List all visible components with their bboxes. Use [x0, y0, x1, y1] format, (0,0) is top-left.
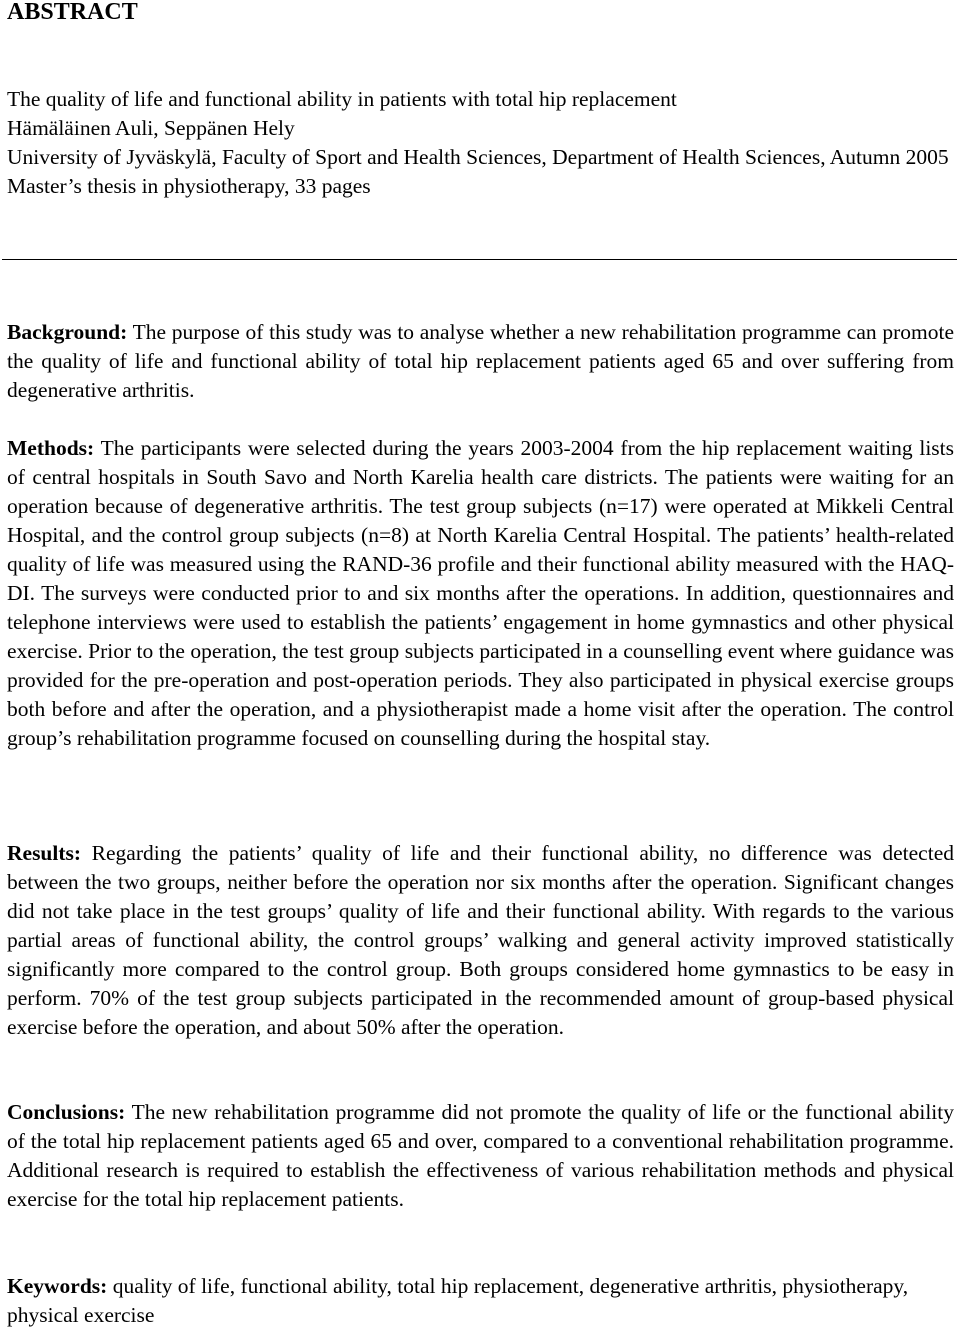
background-label: Background:: [7, 320, 128, 344]
methods-text: The participants were selected during the years 2003-2004 from the hip replacement waiting lists of central hospitals in South Savo and North Karelia health care districts. The patients were waiting for an operation because of degenerative arthritis. The test group subjects (n=17) were operated at Mikkeli Central Hospital, and the control group subjects (n=8) at North Karelia Central Hospital. The patients’ health-related quality of life was measured using the RAND-36 profile and their functional ability measured with the HAQ-DI. The surveys were conducted prior to and six months after the operations. In addition, questionnaires and telephone interviews were used to establish the patients’ engagement in home gymnastics and other physical exercise. Prior to the operation, the test group subjects participated in a counselling event where guidance was provided for the pre-operation and post-operation periods. They also participated in physical exercise groups both before and after the operation, and a physiotherapist made a home visit after the operation. The control group’s rehabilitation programme focused on counselling during the hospital stay.: [7, 436, 954, 750]
background-section: [7, 318, 954, 405]
separator-rule: [2, 259, 957, 260]
background-text: The purpose of this study was to analyse whether a new rehabilitation programme can promote the quality of life and functional ability of total hip replacement patients aged 65 and over suffering from degenerative arthritis.: [7, 320, 954, 402]
thesis-meta: [7, 85, 955, 201]
keywords-label: Keywords:: [7, 1274, 108, 1298]
methods-label: Methods:: [7, 436, 95, 460]
results-text: Regarding the patients’ quality of life and their functional ability, no difference was detected between the two groups, neither before the operation nor six months after the operation. Significant changes did not take place in the test groups’ quality of life and their functional ability. With regards to the various partial areas of functional ability, the control groups’ walking and general activity improved statistically significantly more compared to the control group. Both groups considered home gymnastics to be easy in perform. 70% of the test group subjects participated in the recommended amount of group-based physical exercise before the operation, and about 50% after the operation.: [7, 841, 954, 1039]
results-section: [7, 839, 954, 1042]
thesis-affiliation: University of Jyväskylä, Faculty of Sport and Health Sciences, Department of Health Sciences, Autumn 2005: [7, 145, 949, 169]
methods-section: [7, 434, 954, 753]
thesis-authors: Hämäläinen Auli, Seppänen Hely: [7, 116, 295, 140]
thesis-details: Master’s thesis in physiotherapy, 33 pages: [7, 174, 371, 198]
conclusions-text: The new rehabilitation programme did not promote the quality of life or the functional ability of the total hip replacement patients aged 65 and over, compared to a conventional rehabilitation programme. Additional research is required to establish the effectiveness of various rehabilitation methods and physical exercise for the total hip replacement patients.: [7, 1100, 954, 1211]
abstract-heading: ABSTRACT: [7, 0, 138, 25]
conclusions-section: [7, 1098, 954, 1214]
keywords-text: quality of life, functional ability, total hip replacement, degenerative arthritis, physiotherapy, physical exercise: [7, 1274, 909, 1327]
thesis-title: The quality of life and functional ability in patients with total hip replacement: [7, 87, 677, 111]
results-label: Results:: [7, 841, 82, 865]
conclusions-label: Conclusions:: [7, 1100, 126, 1124]
keywords-section: [7, 1272, 954, 1330]
